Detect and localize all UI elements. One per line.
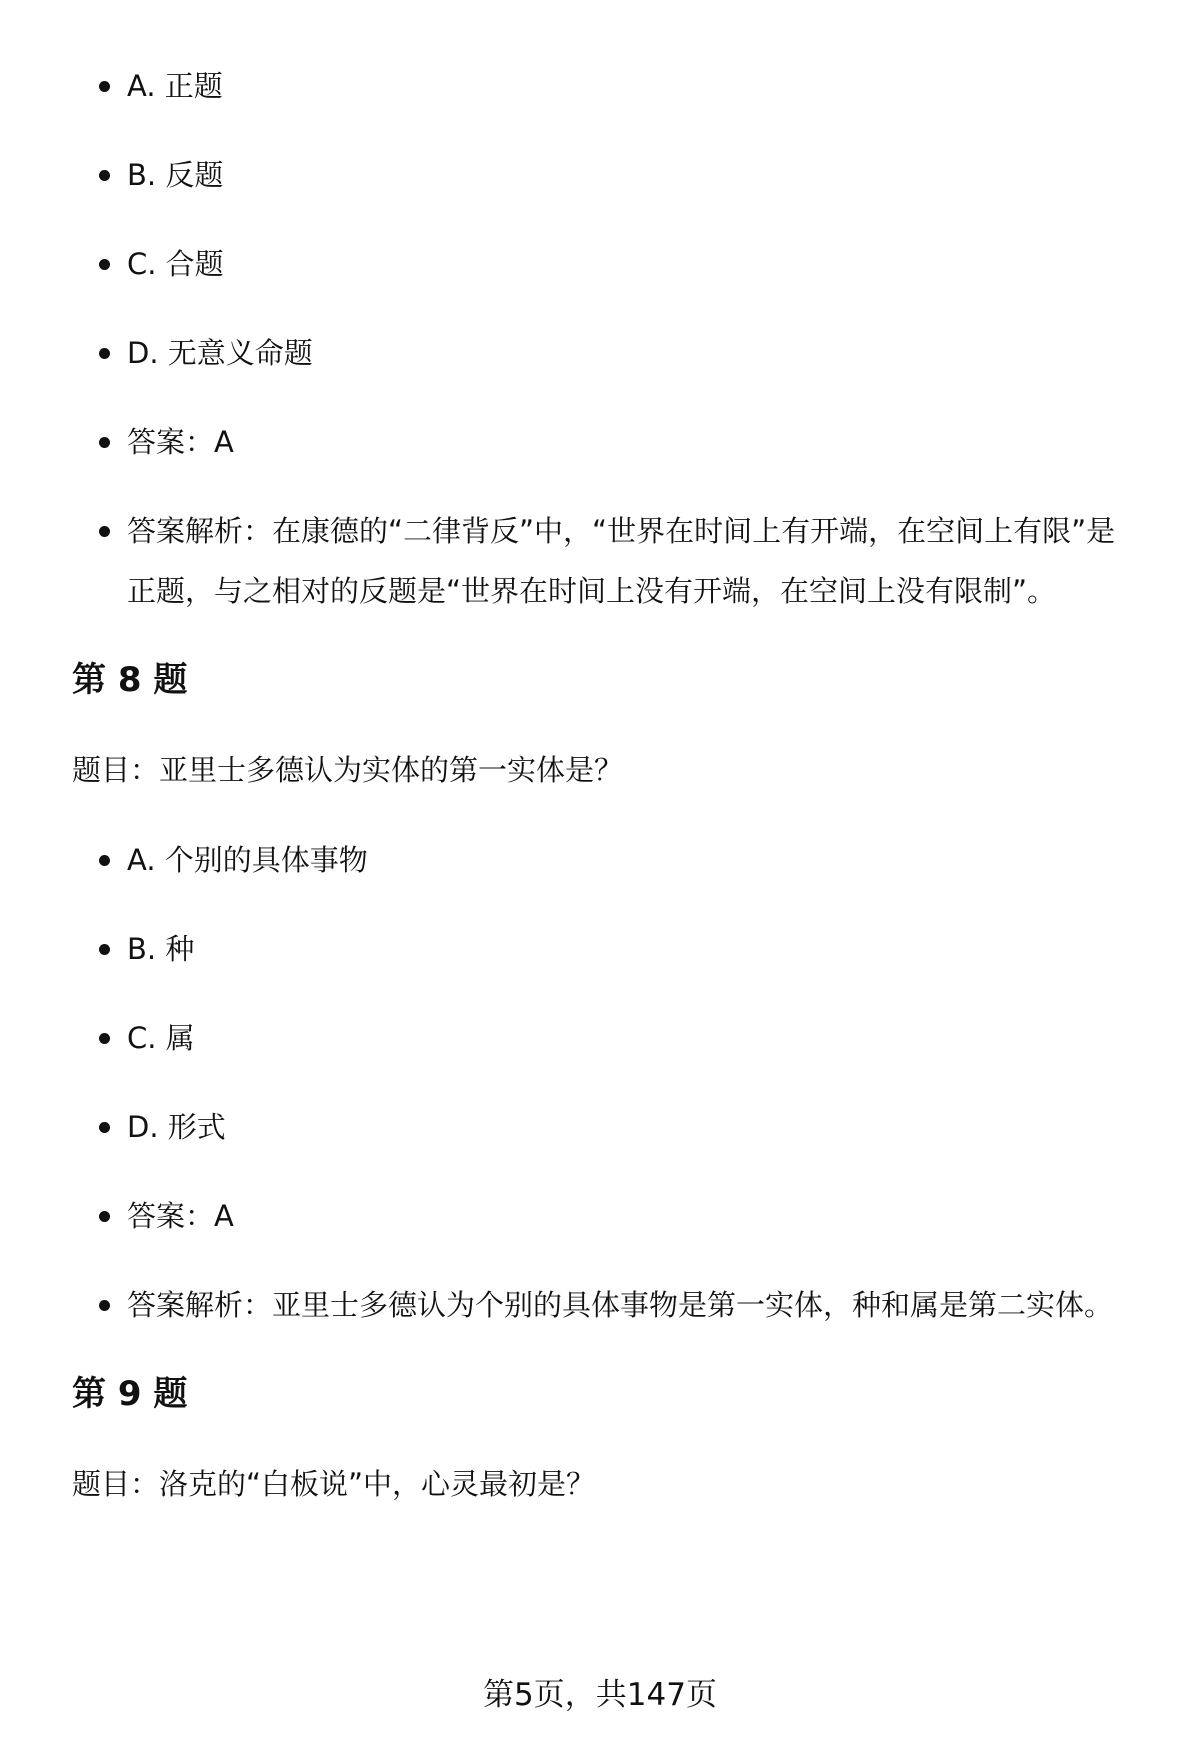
bullet-icon [99,259,110,270]
answer-explanation: 答案解析：在康德的“二律背反”中，“世界在时间上有开端，在空间上有限”是正题，与之相对的反题是“世界在时间上没有开端，在空间上没有限制”。 [72,501,1132,621]
option-b: B. 反题 [72,145,1132,205]
bullet-icon [99,170,110,181]
option-d: D. 无意义命题 [72,323,1132,383]
question-9-title: 第 9 题 [72,1374,188,1414]
bullet-icon [99,437,110,448]
answer: 答案：A [72,412,1132,472]
document-page [72,56,1132,1544]
option-a: A. 个别的具体事物 [72,830,1132,890]
bullet-icon [99,81,110,92]
bullet-icon [99,1211,110,1222]
question-8-stem: 题目：亚里士多德认为实体的第一实体是？ [72,753,624,787]
bullet-icon [99,348,110,359]
bullet-icon [99,855,110,866]
bullet-icon [99,944,110,955]
option-c: C. 合题 [72,234,1132,294]
question-7-options [72,56,1132,621]
answer-explanation: 答案解析：亚里士多德认为个别的具体事物是第一实体，种和属是第二实体。 [72,1275,1132,1335]
option-b: B. 种 [72,919,1132,979]
bullet-icon [99,526,110,537]
page-footer: 第5页，共147页 [483,1677,717,1713]
option-d: D. 形式 [72,1097,1132,1157]
question-9-stem: 题目：洛克的“白板说”中，心灵最初是？ [72,1467,596,1501]
question-8-title: 第 8 题 [72,660,188,700]
option-a: A. 正题 [72,56,1132,116]
bullet-icon [99,1122,110,1133]
bullet-icon [99,1033,110,1044]
bullet-icon [99,1300,110,1311]
question-8-options [72,830,1132,1335]
option-c: C. 属 [72,1008,1132,1068]
answer: 答案：A [72,1186,1132,1246]
